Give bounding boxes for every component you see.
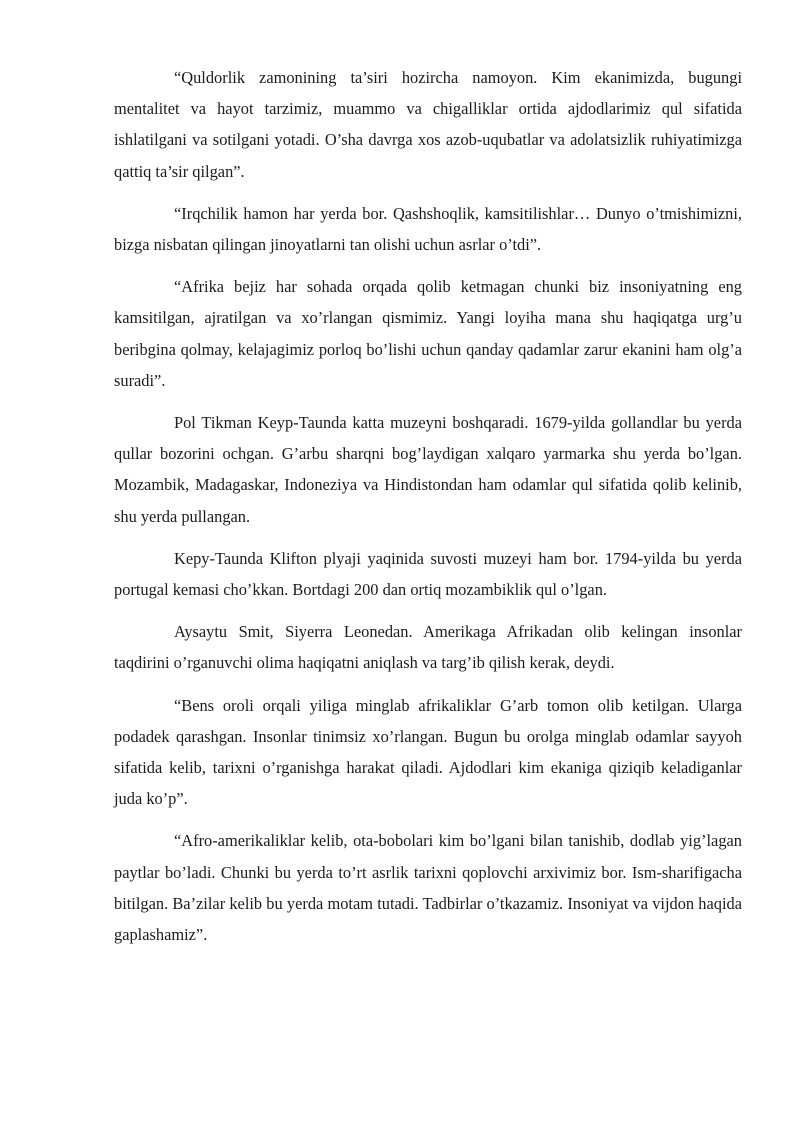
paragraph-5: Kepy-Taunda Klifton plyaji yaqinida suvosti muzeyi ham bor. 1794-yilda bu yerda portugal kemasi cho’kkan. Bortdagi 200 dan ortiq mozambiklik qul o’lgan. (114, 548, 742, 600)
paragraph-6: Aysaytu Smit, Siyerra Leonedan. Amerikaga Afrikadan olib kelingan insonlar taqdirini o’rganuvchi olima haqiqatni aniqlash va targ’ib qilish kerak, deydi. (114, 622, 742, 673)
paragraph-7: “Bens oroli orqali yiliga minglab afrikaliklar G’arb tomon olib ketilgan. Ularga podadek qarashgan. Insonlar tinimsiz xo’rlangan. Bugun bu orolga minglab odamlar sayyoh sifatida kelib, tarixni o’rganishga harakat qiladi. Ajdodlari kim ekaniga qiziqib keladiganlar juda ko’p”. (114, 695, 742, 809)
document-page (114, 62, 742, 961)
paragraph-2: “Irqchilik hamon har yerda bor. Qashshoqlik, kamsitilishlar… Dunyo o’tmishimizni, bizga nisbatan qilingan jinoyatlarni tan olishi uchun asrlar o’tdi”. (114, 203, 742, 255)
paragraph-1: “Quldorlik zamonining ta’siri hozircha namoyon. Kim ekanimizda, bugungi mentalitet va hayot tarzimiz, muammo va chigalliklar ortida ajdodlarimiz qul sifatida ishlatilgani va sotilgani yotadi. O’sha davrga xos azob-uqubatlar va adolatsizlik ruhiyatimizga qattiq ta’sir qilgan”. (114, 68, 742, 181)
paragraph-8: “Afro-amerikaliklar kelib, ota-bobolari kim bo’lgani bilan tanishib, dodlab yig’lagan paytlar bo’ladi. Chunki bu yerda to’rt asrlik tarixni qoplovchi arxivimiz bor. Ism-sharifigacha bitilgan. Ba’zilar kelib bu yerda motam tutadi. Tadbirlar o’tkazamiz. Insoniyat va vijdon haqida gaplashamiz”. (114, 831, 742, 945)
paragraph-4: Pol Tikman Keyp-Taunda katta muzeyni boshqaradi. 1679-yilda gollandlar bu yerda qullar bozorini ochgan. G’arbu sharqni bog’laydigan xalqaro yarmarka shu yerda bo’lgan. Mozambik, Madagaskar, Indoneziya va Hindistondan ham odamlar qul sifatida qolib kelinib, shu yerda pullangan. (114, 413, 742, 526)
paragraph-3: “Afrika bejiz har sohada orqada qolib ketmagan chunki biz insoniyatning eng kamsitilgan, ajratilgan va xo’rlangan qismimiz. Yangi loyiha mana shu haqiqatga urg’u beribgina qolmay, kelajagimiz porloq bo’lishi uchun qanday qadamlar zarur ekanini ham olg’a suradi”. (114, 277, 742, 390)
